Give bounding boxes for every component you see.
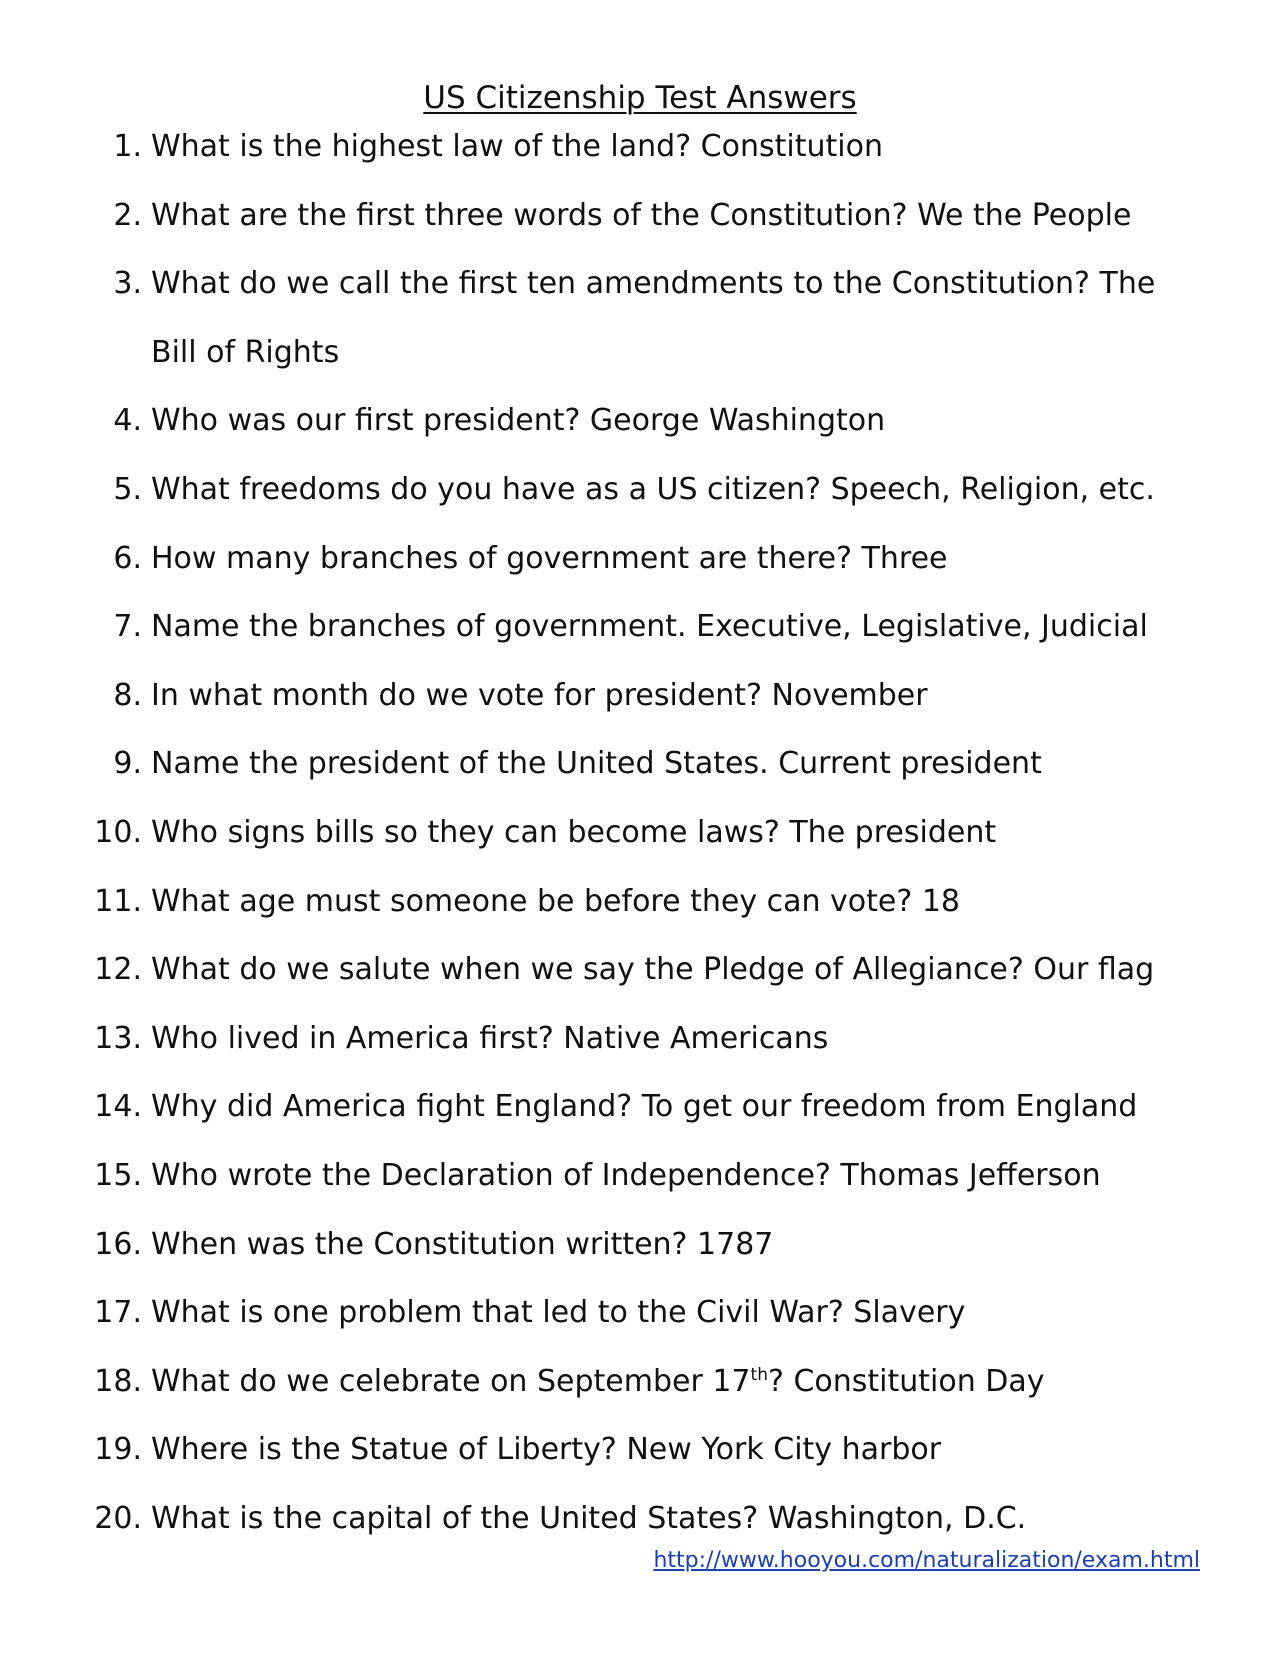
item-text: What is the highest law of the land? Constitution [151,129,883,164]
ordinal-superscript: th [750,1364,768,1385]
item-text-before: What do we celebrate on September 17 [151,1363,751,1399]
item-number: 7. [113,609,142,645]
item-text: What is one problem that led to the Civil War? Slavery [151,1295,966,1331]
item-number: 8. [113,677,142,713]
item-text: What is the capital of the United States? Washington, D.C. [151,1500,1027,1536]
item-text: Who was our first president? George Washington [151,403,886,439]
item-text: How many branches of government are there? Three [151,540,948,576]
item-number: 14. [94,1089,142,1125]
item-number: 10. [94,814,142,850]
item-number: 1. [113,129,142,164]
item-text: Where is the Statue of Liberty? New York City harbor [151,1432,942,1468]
item-text: What age must someone be before they can vote? 18 [151,883,961,919]
item-number: 19. [94,1432,142,1468]
item-text: Who wrote the Declaration of Independence? Thomas Jefferson [151,1157,1101,1193]
item-text: Name the branches of government. Executive, Legislative, Judicial [151,609,1148,645]
item-number: 9. [113,746,142,782]
item-text: What are the first three words of the Constitution? We the People [151,197,1132,233]
item-text: When was the Constitution written? 1787 [151,1226,774,1262]
page-title: US Citizenship Test Answers [423,80,857,116]
item-text: What do we salute when we say the Pledge of Allegiance? Our flag [151,952,1155,988]
item-text: Why did America fight England? To get our freedom from England [151,1089,1138,1125]
item-number: 15. [94,1157,142,1193]
item-number: 6. [113,540,142,576]
item-number: 17. [94,1295,142,1331]
item-text: In what month do we vote for president? November [151,677,928,713]
item-number: 3. [113,266,142,302]
item-number: 4. [113,403,142,439]
item-number: 5. [113,471,142,507]
item-text: Name the president of the United States. Current president [151,746,1042,782]
item-number: 12. [94,952,142,988]
item-text: Who signs bills so they can become laws? The president [151,814,997,850]
item-text: What freedoms do you have as a US citizen? Speech, Religion, etc. [151,471,1155,507]
item-text: What do we call the first ten amendments to the Constitution? The Bill of Rights [151,266,1156,370]
item-text-after: ? Constitution Day [767,1363,1045,1399]
item-number: 2. [113,197,142,233]
item-number: 18. [94,1363,142,1399]
question-list [0,125,1280,1565]
item-number: 20. [94,1500,142,1536]
source-link[interactable]: http://www.hooyou.com/naturalization/exam.html [653,1548,1200,1573]
item-number: 13. [94,1020,142,1056]
item-text: Who lived in America first? Native Americans [151,1020,829,1056]
item-number: 11. [94,883,142,919]
list-item [0,262,1280,399]
item-number: 16. [94,1226,142,1262]
item-text [151,1348,1171,1417]
